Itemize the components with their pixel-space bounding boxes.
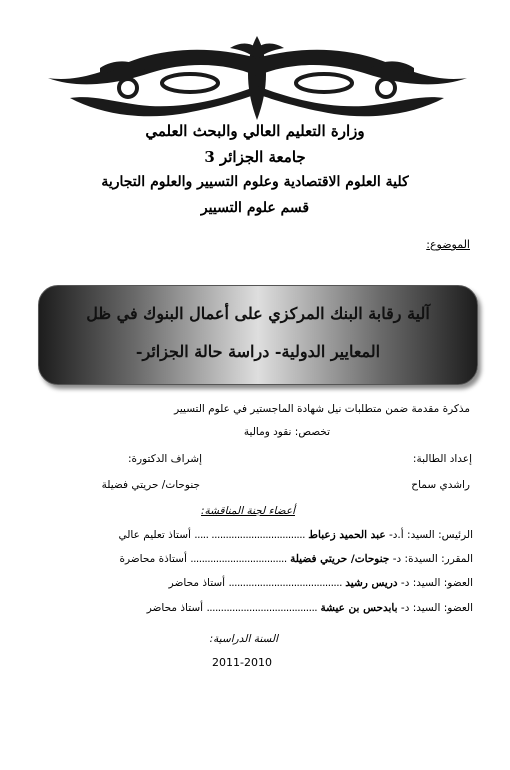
- member-rank: أستاذ تعليم عالي: [118, 529, 191, 541]
- member-name: بابدحس بن عيشة: [320, 602, 398, 614]
- committee-member: [58, 602, 473, 620]
- ministry-name: وزارة التعليم العالي والبحث العلمي: [145, 122, 365, 140]
- committee-title: أعضاء لجنة المناقشة:: [201, 505, 295, 517]
- calligraphic-ornament: [40, 28, 475, 128]
- member-role: المقرر: السيدة: د-: [392, 553, 473, 565]
- member-rank: أستاذ محاضر: [168, 577, 226, 589]
- department-name: قسم علوم التسيير: [200, 200, 310, 216]
- supervisor-name: جنوحات/ حريتي فضيلة: [101, 479, 200, 491]
- specialty: تخصص: نقود ومالية: [243, 426, 330, 438]
- member-dots: ........................................: [228, 577, 342, 589]
- academic-year-value: 2011-2010: [212, 656, 272, 669]
- member-role: العضو: السيد: د-: [400, 577, 473, 589]
- member-rank: أستاذ محاضر: [146, 602, 204, 614]
- supervisor-label: إشراف الدكتورة:: [128, 453, 202, 465]
- student-label: إعداد الطالبة:: [412, 453, 472, 465]
- member-name: دريس رشيد: [345, 577, 398, 589]
- academic-year-label: السنة الدراسية:: [209, 633, 278, 645]
- member-name: عبد الحميد زعباط: [308, 529, 386, 541]
- committee-member: [58, 553, 473, 571]
- member-name: جنوحات/ حريتي فضيلة: [290, 553, 390, 565]
- faculty-name: كلية العلوم الاقتصادية وعلوم التسيير والعلوم التجارية: [101, 174, 409, 190]
- member-dots: .......................................: [206, 602, 318, 614]
- title-banner: [38, 285, 478, 385]
- topic-label: الموضوع:: [426, 238, 470, 251]
- member-dots: ..................................: [190, 553, 287, 565]
- member-rank: أستاذة محاضرة: [119, 553, 187, 565]
- member-dots: ................................. .....: [194, 529, 305, 541]
- committee-member: [58, 577, 473, 595]
- student-name: راشدي سماح: [411, 479, 470, 491]
- member-role: العضو: السيد: د-: [400, 602, 473, 614]
- committee-member: [58, 529, 473, 547]
- title-line-1: آلية رقابة البنك المركزي على أعمال البنوك في ظل: [86, 304, 430, 323]
- university-name: جامعة الجزائر 3: [204, 148, 306, 166]
- thesis-description: مذكرة مقدمة ضمن متطلبات نيل شهادة الماجستير في علوم التسيير: [174, 403, 470, 415]
- title-line-2: المعايير الدولية- دراسة حالة الجزائر-: [135, 342, 381, 361]
- member-role: الرئيس: السيد: أ.د-: [388, 529, 473, 541]
